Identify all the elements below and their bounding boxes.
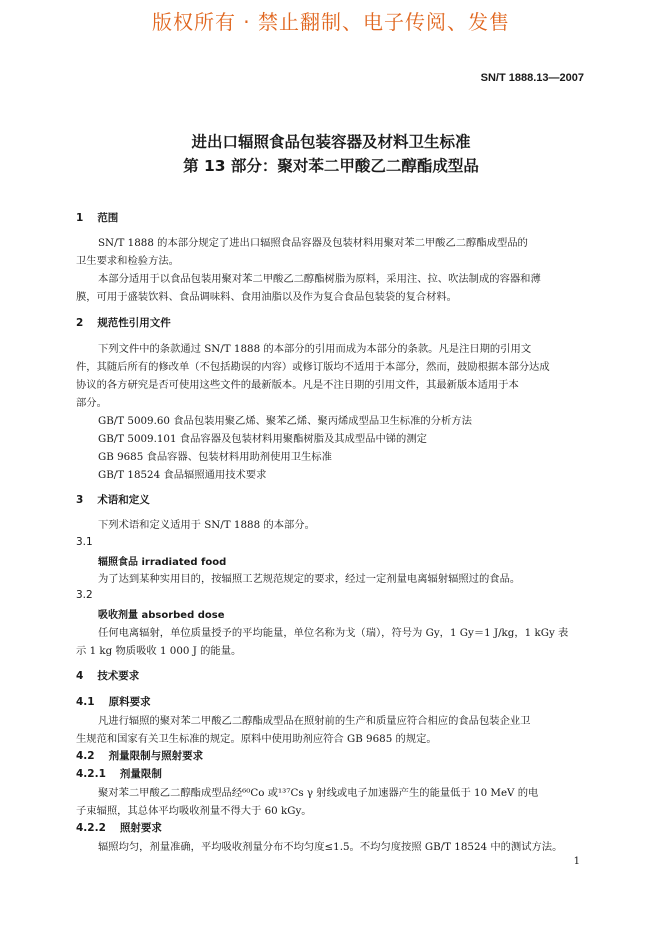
- section-2-heading: [76, 315, 171, 330]
- paragraph-line: 聚对苯二甲酸乙二醇酯成型品经⁶⁰Co 或¹³⁷Cs γ 射线或电子加速器产生的能量低于 10 MeV 的电: [98, 787, 539, 799]
- page-number: 1: [573, 856, 580, 867]
- term-heading: 辐照食品 irradiated food: [98, 557, 227, 568]
- paragraph-line: 部分。: [76, 397, 107, 409]
- reference-item: GB/T 5009.60 食品包装用聚乙烯、聚苯乙烯、聚丙烯成型品卫生标准的分析方法: [98, 415, 472, 427]
- paragraph-line: 卫生要求和检验方法。: [76, 255, 179, 267]
- reference-item: GB/T 5009.101 食品容器及包装材料用聚酯树脂及其成型品中锑的测定: [98, 433, 427, 445]
- clause-title: 照射要求: [119, 822, 162, 834]
- clause-title: 剂量限制: [119, 768, 162, 780]
- watermark: 版权所有 · 禁止翻制、电子传阅、发售: [151, 10, 511, 34]
- clause-number: 3.1: [76, 536, 93, 548]
- term-heading: 吸收剂量 absorbed dose: [98, 610, 225, 621]
- term-definition: 示 1 kg 物质吸收 1 000 J 的能量。: [76, 645, 242, 657]
- clause-4-2-heading: [76, 748, 203, 763]
- section-3-heading: [76, 492, 150, 507]
- paragraph-line: 下列文件中的条款通过 SN/T 1888 的本部分的引用而成为本部分的条款。凡是注日期的引用文: [98, 343, 532, 355]
- section-number: 1: [76, 212, 84, 224]
- paragraph-line: 协议的各方研究是否可使用这些文件的最新版本。凡是不注日期的引用文件，其最新版本适用于本: [76, 379, 519, 391]
- paragraph-line: 本部分适用于以食品包装用聚对苯二甲酸乙二醇酯树脂为原料，采用注、拉、吹法制成的容器和薄: [98, 273, 541, 285]
- paragraph-line: 子束辐照，其总体平均吸收剂量不得大于 60 kGy。: [76, 805, 312, 817]
- clause-number: 4.1: [76, 696, 95, 708]
- term-definition: 为了达到某种实用目的，按辐照工艺规范规定的要求，经过一定剂量电离辐射辐照过的食品。: [98, 573, 521, 585]
- term-definition: 任何电离辐射，单位质量授予的平均能量，单位名称为戈（瑞），符号为 Gy，1 Gy＝1 J/kg，1 kGy 表: [98, 627, 569, 639]
- document-title: 进出口辐照食品包装容器及材料卫生标准: [191, 133, 471, 151]
- section-title: 范围: [97, 212, 119, 224]
- paragraph-line: 件，其随后所有的修改单（不包括勘误的内容）或修订版均不适用于本部分，然而，鼓励根据本部分达成: [76, 361, 550, 373]
- section-number: 2: [76, 317, 84, 329]
- reference-item: GB/T 18524 食品辐照通用技术要求: [98, 469, 267, 481]
- clause-number: 4.2: [76, 750, 95, 762]
- standard-number: SN/T 1888.13—2007: [480, 72, 584, 84]
- paragraph-line: 下列术语和定义适用于 SN/T 1888 的本部分。: [98, 519, 315, 531]
- paragraph-line: 生规范和国家有关卫生标准的规定。原料中使用助剂应符合 GB 9685 的规定。: [76, 733, 437, 745]
- section-1-heading: [76, 210, 118, 225]
- section-title: 术语和定义: [97, 494, 150, 506]
- section-title: 规范性引用文件: [97, 317, 171, 329]
- clause-4-2-2-heading: [76, 820, 162, 835]
- clause-title: 原料要求: [108, 696, 151, 708]
- clause-4-2-1-heading: [76, 766, 162, 781]
- clause-4-1-heading: [76, 694, 151, 709]
- section-4-heading: [76, 668, 139, 683]
- paragraph-line: 膜，可用于盛装饮料、食品调味料、食用油脂以及作为复合食品包装袋的复合材料。: [76, 291, 457, 303]
- clause-number: 3.2: [76, 589, 93, 601]
- clause-number: 4.2.2: [76, 822, 106, 834]
- clause-title: 剂量限制与照射要求: [108, 750, 204, 762]
- clause-number: 4.2.1: [76, 768, 106, 780]
- reference-item: GB 9685 食品容器、包装材料用助剂使用卫生标准: [98, 451, 332, 463]
- section-number: 4: [76, 670, 84, 682]
- paragraph-line: 辐照均匀，剂量准确，平均吸收剂量分布不均匀度≤1.5。不均匀度按照 GB/T 18524 中的测试方法。: [98, 841, 563, 853]
- paragraph-line: SN/T 1888 的本部分规定了进出口辐照食品容器及包装材料用聚对苯二甲酸乙二醇酯成型品的: [98, 237, 528, 249]
- document-subtitle: 第 13 部分：聚对苯二甲酸乙二醇酯成型品: [183, 157, 479, 175]
- paragraph-line: 凡进行辐照的聚对苯二甲酸乙二醇酯成型品在照射前的生产和质量应符合相应的食品包装企业卫: [98, 715, 531, 727]
- section-number: 3: [76, 494, 84, 506]
- section-title: 技术要求: [97, 670, 140, 682]
